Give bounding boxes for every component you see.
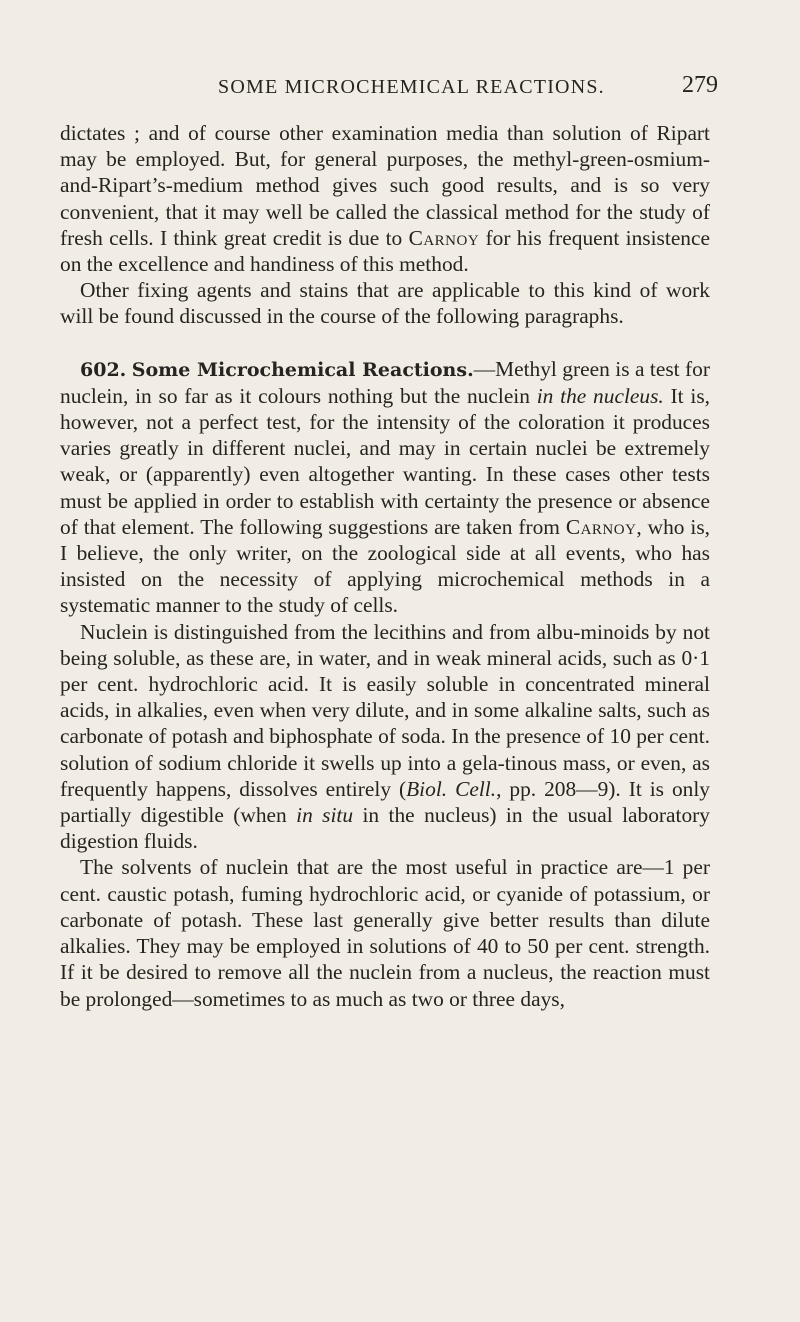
author-name: Carnoy	[565, 514, 637, 539]
section-title: Some Microchemical Reactions.	[131, 358, 474, 381]
section-602	[60, 356, 710, 619]
text-run: Nuclein is distinguished from the lecithins and from albu-minoids by not being soluble, as these are, in water, and in weak mineral acids, such as 0·1 per cent. hydrochloric acid. It is easily soluble in concentrated mineral acids, in alkalies, even when very dilute, and in some alkaline salts, such as carbonate of potash and biphosphate of soda. In the presence of 10 per cent. solution of sodium chloride it swells up into a gela-tinous mass, or even, as frequently happens, dissolves entirely (	[60, 619, 710, 801]
text-run: in the nucleus) in the usual laboratory digestion fluids.	[60, 803, 710, 854]
paragraph-continuation	[60, 120, 710, 277]
section-number: 602.	[80, 358, 127, 381]
body-text	[60, 120, 710, 1012]
italic-phrase: in situ	[296, 803, 354, 828]
text-run: dictates ; and of course other examination media than solution of Ripart may be employed. But, for general purposes, the methyl-green-osmium-and-Ripart’s-medium method gives such good results, and is so very convenient, that it may well be called the classical method for the study of fresh cells. I think great credit is due to	[60, 121, 710, 250]
text-run: It is, however, not a perfect test, for the intensity of the coloration it produces varies greatly in different nuclei, and may in certain nuclei be extremely weak, or (apparently) even altogether wanting. In these cases other tests must be applied in order to establish with certainty the presence or absence of that element. The following suggestions are taken from	[60, 383, 711, 539]
page-number: 279	[682, 72, 718, 98]
text-run: , who is, I believe, the only writer, on the zoological side at all events, who has insisted on the necessity of applying microchemical methods in a systematic manner to the study of cells.	[60, 514, 710, 618]
text-run: —Methyl green is a test for nuclein, in so far as it colours nothing but the nuclein	[60, 356, 710, 408]
author-name: Carnoy	[408, 225, 480, 250]
page-header	[60, 72, 718, 106]
text-run: for his frequent insistence on the excellence and handiness of this method.	[60, 225, 710, 277]
citation: Biol. Cell.	[406, 776, 497, 801]
running-head: SOME MICROCHEMICAL REACTIONS.	[218, 76, 605, 98]
paragraph-other-fixing-agents: Other fixing agents and stains that are applicable to this kind of work will be found discussed in the course of the following paragraphs.	[60, 278, 710, 329]
paragraph-solvents: The solvents of nuclein that are the most useful in practice are—1 per cent. caustic potash, fuming hydrochloric acid, or cyanide of potassium, or carbonate of potash. These last generally give better results than dilute alkalies. They may be employed in solutions of 40 to 50 per cent. strength. If it be desired to remove all the nuclein from a nucleus, the reaction must be prolonged—sometimes to as much as two or three days,	[60, 855, 710, 1011]
italic-phrase: in the nucleus.	[536, 383, 664, 408]
paragraph-nuclein-solubility	[60, 619, 710, 855]
text-run: , pp. 208—9). It is only partially digestible (when	[60, 776, 710, 828]
